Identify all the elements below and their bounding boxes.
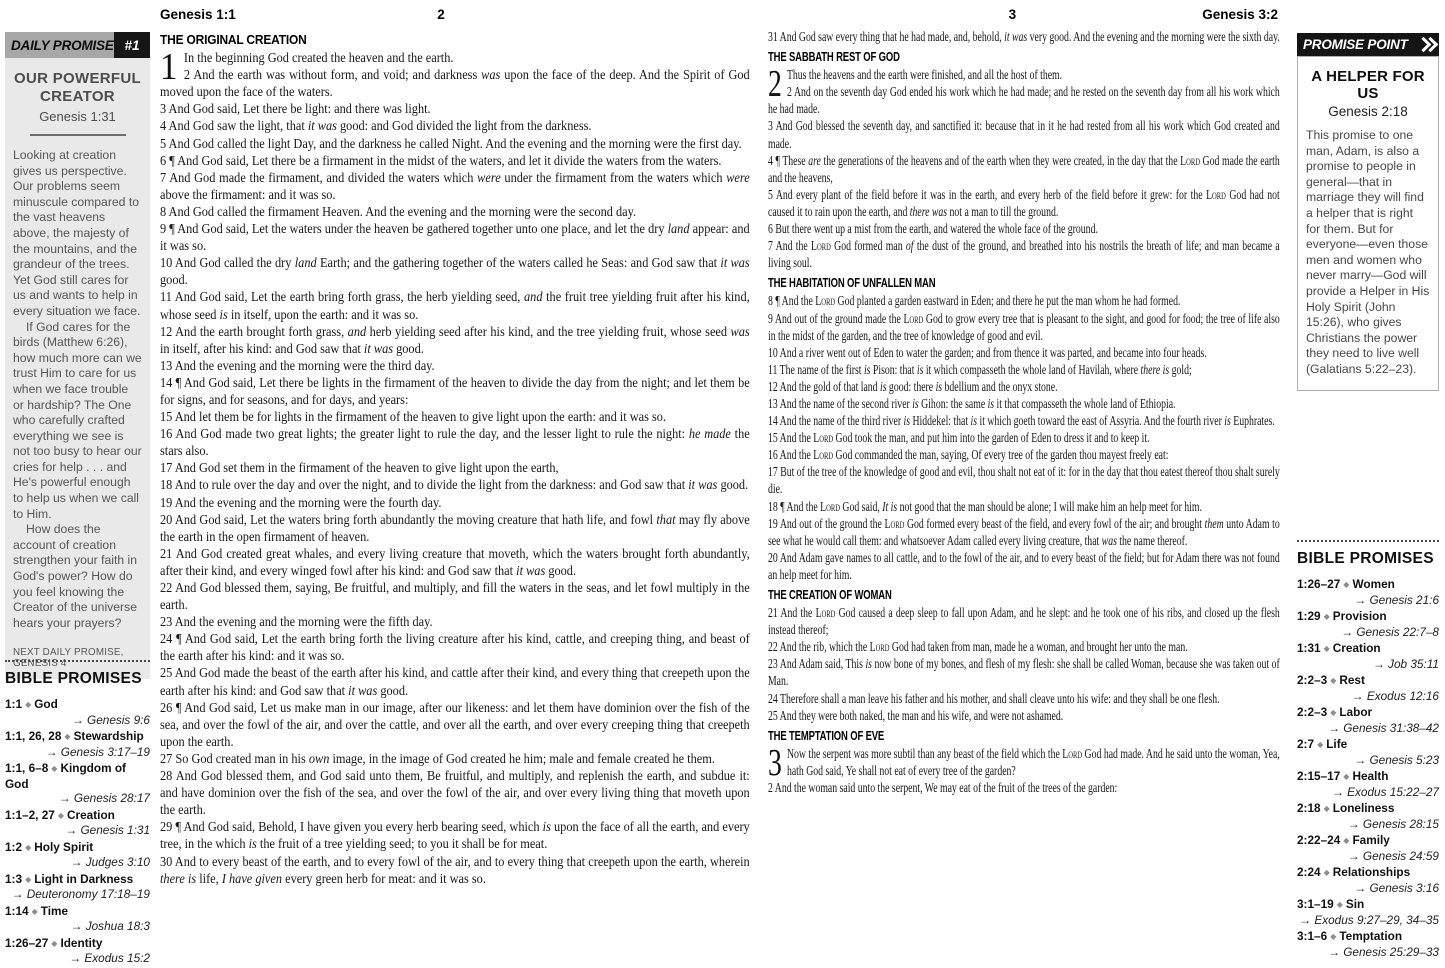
verse: 7 And the Lord God formed man of the dust of the ground, and breathed into his nostrils the breath of life; and man became a living soul. [768,238,1280,271]
arrow-right-icon: → [11,887,27,901]
promise-verse-ref: 2:18 [1297,801,1321,815]
bible-promise-item [5,729,150,759]
promise-verse-ref: 1:1 [5,697,23,711]
diamond-icon: ◆ [31,906,38,916]
cross-reference-text: Genesis 28:15 [1362,816,1439,831]
promise-ref-topic [5,872,150,888]
diamond-icon: ◆ [25,700,32,709]
promise-ref-topic [1297,833,1439,849]
cross-reference-text: Exodus 15:2 [84,951,150,965]
cross-reference-text: Genesis 3:16 [1369,880,1439,895]
promise-topic: Kingdom of God [5,761,126,791]
promise-topic: Creation [67,807,115,822]
promise-cross-reference [5,855,150,870]
promise-verse-ref: 2:22–24 [1297,833,1341,847]
verse: 28 And God blessed them, and God said unto them, Be fruitful, and multiply, and replenish the earth, and subdue it: and have dominion over the fish of the sea, and over the fowl of the air, and over every living thing that moveth upon the earth. [160,768,750,818]
promise-point-label: PROMISE POINT [1297,33,1417,56]
chapter-number-dropcap: 1 [160,46,178,89]
arrow-right-icon: → [1351,688,1367,703]
bible-promises-list [5,697,150,966]
bible-promises-right-section [1297,540,1439,961]
divine-name: Lord [815,605,836,621]
cross-reference-text: Genesis 25:29–33 [1343,944,1439,959]
promise-point-reference: Genesis 2:18 [1328,104,1408,119]
promise-point-body: This promise to one man, Adam, is also a promise to people in general—that in marriage they will find a helper that is right for them. But for everyone—even those men and women who never marry—God will provide a Helper in His Holy Spirit (John 15:26), who gives Christians the power they need to live well (Galatians 5:22–23). [1306,128,1430,376]
verse: 11 And God said, Let the earth bring forth grass, the herb yielding seed, and the fruit tree yielding fruit after his kind, whose seed is in itself, upon the earth: and it was so. [160,289,750,322]
verse: 22 And God blessed them, saying, Be fruitful, and multiply, and fill the waters in the seas, and let fowl multiply in the earth. [160,580,750,613]
divine-name: Lord [1206,186,1226,202]
diamond-icon: ◆ [1323,804,1330,813]
promise-cross-reference [5,919,150,934]
daily-promise-box [5,58,150,679]
promise-cross-reference [1297,849,1439,864]
daily-promise-header-bar [5,32,150,58]
cross-reference-text: Genesis 24:59 [1362,848,1439,863]
cross-reference-text: Deuteronomy 17:18–19 [26,887,150,901]
verse: 2 And the woman said unto the serpent, We may eat of the fruit of the trees of the garden: [768,780,1118,796]
promise-cross-reference [1297,593,1439,608]
promise-cross-reference [5,823,150,838]
verse: 6 ¶ And God said, Let there be a firmament in the midst of the waters, and let it divide the waters from the waters. [160,152,722,168]
cross-reference-text: Genesis 9:6 [87,712,150,727]
chevrons-right-icon [1417,33,1439,56]
verse: 15 And let them be for lights in the firmament of the heaven to give light upon the earth: and it was so. [160,409,667,425]
diamond-icon: ◆ [51,764,58,773]
arrow-right-icon: → [70,919,86,933]
verse: 9 ¶ And God said, Let the waters under the heaven be gathered together unto one place, and let the dry land appear: and it was so. [160,221,750,254]
bible-promise-item [1297,769,1439,799]
verse: 10 And a river went out of Eden to water the garden; and from thence it was parted, and became into four heads. [768,344,1207,360]
promise-verse-ref: 1:1–2, 27 [5,807,55,822]
cross-reference-text: Genesis 21:6 [1369,592,1439,607]
dotted-divider [5,660,150,662]
chapter-start [768,741,1280,796]
promise-ref-topic [1297,801,1439,817]
promise-ref-topic [1297,929,1439,945]
promise-cross-reference [5,745,150,760]
promise-topic: Temptation [1339,929,1403,943]
verse: 18 And to rule over the day and over the night, and to divide the light from the darkness: and God saw that it was good. [160,477,749,493]
verse: 8 ¶ And the Lord God planted a garden eastward in Eden; and there he put the man whom he had formed. [768,293,1181,309]
devotional-paragraph: If God cares for the birds (Matthew 6:26), how much more can we trust Him to care for us when we face trouble or hardship? The One who carefully crafted everything we see is not too busy to hear our cries for help . . . and He's powerful enough to help us when we call to Him. [13,319,142,521]
promise-cross-reference [1297,817,1439,832]
verse: Now the serpent was more subtil than any beast of the field which the Lord God had made. And he said unto the woman, Yea, hath God said, Ye shall not eat of every tree of the garden? [786,745,1280,778]
cross-reference-text: Genesis 1:31 [80,823,150,837]
divine-name: Lord [903,310,924,326]
verse: 7 And God made the firmament, and divided the waters which were under the firmament from the waters which were above the firmament: and it was so. [160,169,750,202]
arrow-right-icon: → [1372,656,1389,671]
arrow-right-icon: → [1347,816,1363,831]
verse: 31 And God saw every thing that he had made, and, behold, it was very good. And the evening and the morning were the sixth day. [768,29,1280,44]
promise-topic: Stewardship [73,729,144,743]
promise-verse-ref: 1:26–27 [5,935,49,950]
diamond-icon: ◆ [1323,612,1330,621]
verse: 27 So God created man in his own image, in the image of God created he him; male and female created he them. [160,750,715,766]
arrow-right-icon: → [70,855,86,869]
promise-topic: Holy Spirit [34,839,94,854]
daily-promise-label: DAILY PROMISE [5,32,114,58]
bible-promise-item [5,936,150,966]
divine-name: Lord [884,515,905,531]
promise-topic: Relationships [1332,865,1411,879]
promise-verse-ref: 2:7 [1297,737,1315,751]
chapter-start [160,46,750,100]
diamond-icon: ◆ [1330,708,1337,717]
verse: 13 And the evening and the morning were the third day. [160,357,435,373]
daily-promise-title: OUR POWERFUL CREATOR [14,70,141,105]
verse: 26 ¶ And God said, Let us make man in our image, after our likeness: and let them have dominion over the fish of the sea, and over the fowl of the air, and over the cattle, and over all the earth, and over every creeping thing that creepeth upon the earth. [160,699,750,749]
verse: 24 ¶ And God said, Let the earth bring forth the living creature after his kind, cattle, and creeping thing, and beast of the earth after his kind: and it was so. [160,631,750,664]
verse: 4 And God saw the light, that it was good: and God divided the light from the darkness. [160,118,592,134]
promise-cross-reference [1297,913,1439,928]
promise-ref-topic [5,904,150,920]
promise-cross-reference [1297,881,1439,896]
diamond-icon: ◆ [25,842,32,852]
promise-topic: Sin [1345,897,1365,911]
promise-point-title: A HELPER FOR US [1311,68,1425,102]
cross-reference-text: Exodus 9:27–29, 34–35 [1314,912,1439,927]
verse: 2 And on the seventh day God ended his work which he had made; and he rested on the seventh day from all his work which he had made. [768,84,1280,117]
divine-name: Lord [813,447,834,463]
next-daily-promise-note: NEXT DAILY PROMISE, GENESIS 4 [13,647,124,670]
divine-name: Lord [1180,152,1200,168]
divine-name: Lord [869,639,890,655]
bible-promises-heading: BIBLE PROMISES [5,670,142,687]
verse: 6 But there went up a mist from the earth, and watered the whole face of the ground. [768,221,1098,237]
running-head-left-page [160,7,750,28]
arrow-right-icon: → [45,744,61,759]
daily-promise-number-badge: #1 [114,32,150,58]
verse: 20 And God said, Let the waters bring forth abundantly the moving creature that hath life, and fowl that may fly above the earth in the open firmament of heaven. [160,511,750,544]
section-heading: THE TEMPTATION OF EVE [768,727,885,743]
verse: 3 And God blessed the seventh day, and sanctified it: because that in it he had rested from all his work which God created and made. [768,118,1280,151]
promise-point-sidebar [1297,33,1439,959]
verse: 2 And the earth was without form, and void; and darkness was upon the face of the deep. And the Spirit of God moved upon the face of the waters. [160,67,750,100]
verse: 12 And the earth brought forth grass, and herb yielding seed after his kind, and the tree yielding fruit, whose seed was in itself, after his kind: and God saw that it was good. [160,323,750,356]
verse: 24 Therefore shall a man leave his father and his mother, and shall cleave unto his wife: and they shall be one flesh. [768,690,1220,706]
verse: 30 And to every beast of the earth, and to every fowl of the air, and to every thing that creepeth upon the earth, wherein there is life, I have given every green herb for meat: and it was so. [160,853,750,886]
promise-topic: Time [40,903,69,918]
promise-verse-ref: 1:29 [1297,609,1321,623]
arrow-right-icon: → [1354,880,1370,895]
promise-verse-ref: 1:14 [5,903,29,918]
cross-reference-text: Joshua 18:3 [85,919,150,933]
verse: 25 And God made the beast of the earth after his kind, and cattle after their kind, and every thing that creepeth upon the earth after his kind: and God saw that it was good. [160,665,750,698]
promise-verse-ref: 1:3 [5,871,23,886]
promise-topic: Light in Darkness [34,871,134,886]
promise-cross-reference [1297,945,1439,960]
diamond-icon: ◆ [64,732,71,741]
promise-cross-reference [1297,625,1439,640]
running-head-reference: Genesis 1:1 [160,7,236,22]
devotional-paragraph: How does the account of creation strengthen your faith in God's power? How do you feel knowing the Creator of the universe hears your prayers? [13,522,137,630]
diamond-icon: ◆ [25,874,32,884]
promise-ref-topic [1297,641,1439,657]
promise-ref-topic [1297,673,1439,689]
cross-reference-text: Genesis 31:38–42 [1343,720,1439,735]
cross-reference-text: Genesis 3:17–19 [60,744,150,759]
promise-topic: God [34,697,58,711]
diamond-icon: ◆ [1323,644,1330,653]
section-heading: THE HABITATION OF UNFALLEN MAN [768,275,936,291]
arrow-right-icon: → [1347,848,1363,863]
verse: 19 And out of the ground the Lord God formed every beast of the field, and every fowl of the air; and brought them unto Adam to see what he would call them: and whatsoever Adam called every living creature, that was the name thereof. [768,515,1280,548]
verse: In the beginning God created the heaven and the earth. [183,50,454,66]
section-heading: THE ORIGINAL CREATION [160,32,307,47]
divine-name: Lord [811,238,831,254]
page-number: 3 [1008,7,1017,22]
promise-ref-topic [1297,897,1439,913]
bible-promise-item [1297,737,1439,767]
divine-name: Lord [813,430,834,446]
verse: 18 ¶ And the Lord God said, It is not good that the man should be alone; I will make him an help meet for him. [768,498,1202,514]
scripture-text [768,28,1280,796]
page-number: 2 [437,7,445,22]
promise-topic: Health [1352,769,1389,783]
section-heading: THE SABBATH REST OF GOD [768,49,900,65]
divine-name: Lord [1062,745,1083,761]
promise-ref-topic [1297,609,1439,625]
verse: 20 And Adam gave names to all cattle, and to the fowl of the air, and to every beast of the field; but for Adam there was not found an help meet for him. [768,549,1280,582]
diamond-icon: ◆ [1330,676,1337,685]
arrow-right-icon: → [69,951,85,965]
cross-reference-text: Genesis 28:17 [73,791,150,805]
promise-verse-ref: 2:24 [1297,865,1321,879]
arrow-right-icon: → [1332,784,1348,799]
diamond-icon: ◆ [1343,580,1350,589]
verse: 8 And God called the firmament Heaven. And the evening and the morning were the second day. [160,203,637,219]
promise-cross-reference [5,791,150,806]
diamond-icon: ◆ [57,810,65,820]
dotted-divider [1297,540,1439,542]
chapter-number-dropcap: 2 [768,63,782,106]
verse: 21 And God created great whales, and every living creature that moveth, which the waters brought forth abundantly, after their kind, and every winged fowl after his kind: and God saw that it was good. [160,545,750,578]
arrow-right-icon: → [1299,912,1315,927]
chapter-number-dropcap: 3 [768,741,782,784]
bible-promise-item [1297,833,1439,863]
diamond-icon: ◆ [1343,836,1350,845]
promise-cross-reference [5,887,150,902]
promise-topic: Provision [1332,609,1387,623]
bible-promise-item [1297,801,1439,831]
promise-ref-topic [1297,577,1439,593]
scripture-text [160,31,750,887]
verse: 25 And they were both naked, the man and his wife, and were not ashamed. [768,707,1064,723]
promise-cross-reference [5,713,150,728]
devotional-paragraph: Looking at creation gives us perspective. Our problems seem minuscule compared to the vast heavens above, the majesty of the mountains, and the grandeur of the trees. Yet God still cares for us and wants to help in every situation we face. [13,148,141,318]
verse: 16 And God made two great lights; the greater light to rule the day, and the lesser light to rule the night: he made the stars also. [160,426,750,459]
diamond-icon: ◆ [1336,900,1343,909]
running-head-reference: Genesis 3:2 [1202,7,1278,22]
cross-reference-text: Genesis 22:7–8 [1356,624,1439,639]
arrow-right-icon: → [65,823,81,837]
bible-promise-item [5,840,150,870]
verse: 13 And the name of the second river is Gihon: the same is it that compasseth the whole land of Ethiopia. [768,395,1176,411]
verse: 23 And the evening and the morning were the fifth day. [160,614,433,630]
promise-topic: Rest [1339,673,1365,687]
promise-topic: Identity [60,935,103,950]
promise-topic: Women [1352,577,1395,591]
verse: Thus the heavens and the earth were finished, and all the host of them. [786,67,1063,83]
diamond-icon: ◆ [51,938,58,948]
promise-ref-topic [5,697,150,713]
cross-reference-text: Exodus 12:16 [1366,688,1439,703]
promise-cross-reference [1297,657,1439,672]
verse: 3 And God said, Let there be light: and there was light. [160,101,431,117]
verse: 11 The name of the first is Pison: that is it which compasseth the whole land of Havilah, where there is gold; [768,361,1192,377]
verse: 29 ¶ And God said, Behold, I have given you every herb bearing seed, which is upon the face of all the earth, and every tree, in the which is the fruit of a tree yielding seed; to you it shall be for meat. [160,819,750,852]
promise-ref-topic [5,840,150,856]
promise-ref-topic [1297,865,1439,881]
verse: 17 But of the tree of the knowledge of good and evil, thou shalt not eat of it: for in the day that thou eatest thereof thou shalt surely die. [768,464,1280,497]
chapter-start [768,63,1280,117]
cross-reference-text: Judges 3:10 [85,855,150,869]
promise-ref-topic [5,729,150,745]
promise-verse-ref: 3:1–6 [1297,929,1328,943]
diamond-icon: ◆ [1323,868,1330,877]
bible-promise-item [1297,865,1439,895]
bible-promises-list [1297,577,1439,959]
promise-ref-topic [5,936,150,952]
verse: 12 And the gold of that land is good: there is bdellium and the onyx stone. [768,378,1058,394]
diamond-icon: ◆ [1330,932,1337,941]
running-head-right-page [768,7,1280,28]
verse: 10 And God called the dry land Earth; and the gathering together of the waters called he Seas: and God saw that it was good. [160,255,750,288]
verse: 17 And God set them in the firmament of the heaven to give light upon the earth, [160,460,559,476]
verse: 21 And the Lord God caused a deep sleep to fall upon Adam, and he slept: and he took one of his ribs, and closed up the flesh instead thereof; [768,605,1280,638]
verse: 22 And the rib, which the Lord God had taken from man, made he a woman, and brought her unto the man. [768,639,1188,655]
arrow-right-icon: → [1341,624,1357,639]
promise-cross-reference [1297,689,1439,704]
verse: 5 And every plant of the field before it was in the earth, and every herb of the field before it grew: for the Lord God had not caused it to rain upon the earth, and there was not a man to till the ground. [768,186,1280,219]
section-heading: THE CREATION OF WOMAN [768,587,892,602]
verse: 15 And the Lord God took the man, and put him into the garden of Eden to dress it and to keep it. [768,430,1150,446]
divider-rule [30,134,126,136]
verse: 23 And Adam said, This is now bone of my bones, and flesh of my flesh: she shall be called Woman, because she was taken out of Man. [768,656,1280,689]
promise-verse-ref: 1:1, 6–8 [5,761,49,775]
promise-cross-reference [1297,721,1439,736]
promise-topic: Loneliness [1332,801,1395,815]
arrow-right-icon: → [58,791,74,805]
promise-topic: Life [1326,737,1348,751]
bible-promise-item [5,872,150,902]
promise-verse-ref: 1:26–27 [1297,577,1341,591]
promise-ref-topic [1297,705,1439,721]
verse: 16 And the Lord God commanded the man, saying, Of every tree of the garden thou mayest freely eat: [768,447,1169,463]
verse: 14 And the name of the third river is Hiddekel: that is it which goeth toward the east of Assyria. And the fourth river is Euphrates. [768,413,1275,429]
arrow-right-icon: → [1354,752,1370,767]
promise-cross-reference [1297,785,1439,800]
verse: 5 And God called the light Day, and the darkness he called Night. And the evening and the morning were the first day. [160,135,742,151]
bible-promise-item [1297,705,1439,735]
promise-verse-ref: 2:2–3 [1297,705,1328,719]
promise-cross-reference [5,951,150,966]
daily-promise-body [13,148,142,631]
diamond-icon: ◆ [1343,772,1350,781]
bible-promises-left-section [5,660,150,968]
promise-verse-ref: 3:1–19 [1297,897,1334,911]
promise-ref-topic [1297,769,1439,785]
divine-name: Lord [820,498,840,514]
promise-topic: Creation [1332,641,1381,655]
divine-name: Lord [815,293,836,309]
bible-promise-item [1297,609,1439,639]
bible-promise-item [1297,929,1439,959]
bible-promise-item [1297,641,1439,671]
promise-topic: Family [1352,833,1390,847]
promise-ref-topic [1297,737,1439,753]
promise-cross-reference [1297,753,1439,768]
cross-reference-text: Exodus 15:22–27 [1347,784,1439,799]
verse: 4 ¶ These are the generations of the heavens and of the earth when they were created, in the day that the Lord God made the earth and the heavens, [768,152,1280,185]
promise-topic: Labor [1339,705,1373,719]
promise-verse-ref: 1:1, 26, 28 [5,729,62,743]
scripture-column-right [768,0,1280,953]
arrow-right-icon: → [1328,720,1344,735]
arrow-right-icon: → [71,712,88,727]
arrow-right-icon: → [1354,592,1370,607]
promise-point-box [1297,56,1439,391]
promise-verse-ref: 1:2 [5,839,23,854]
promise-point-header-bar [1297,33,1439,56]
cross-reference-text: Job 35:11 [1388,656,1439,671]
promise-ref-topic [5,808,150,824]
verse: 9 And out of the ground made the Lord God to grow every tree that is pleasant to the sight, and good for food; the tree of life also in the midst of the garden, and the tree of knowledge of good and evil. [768,310,1280,343]
arrow-right-icon: → [1328,944,1344,959]
bible-promise-item [5,808,150,838]
diamond-icon: ◆ [1317,740,1324,749]
scripture-column-left [160,0,750,953]
promise-verse-ref: 2:15–17 [1297,769,1341,783]
verse: 19 And the evening and the morning were the fourth day. [160,494,442,510]
bible-promise-item [1297,897,1439,927]
promise-verse-ref: 1:31 [1297,641,1321,655]
promise-ref-topic [5,761,150,791]
bible-promise-item [1297,577,1439,607]
promise-verse-ref: 2:2–3 [1297,673,1328,687]
daily-promise-sidebar [5,32,150,965]
bible-promise-item [1297,673,1439,703]
bible-promise-item [5,904,150,934]
verse: 14 ¶ And God said, Let there be lights in the firmament of the heaven to divide the day from the night; and let them be for signs, and for seasons, and for days, and years: [160,374,750,407]
bible-promise-item [5,761,150,806]
bible-promise-item [5,697,150,727]
cross-reference-text: Genesis 5:23 [1369,752,1439,767]
bible-promises-heading: BIBLE PROMISES [1297,550,1434,567]
daily-promise-reference: Genesis 1:31 [39,109,116,124]
